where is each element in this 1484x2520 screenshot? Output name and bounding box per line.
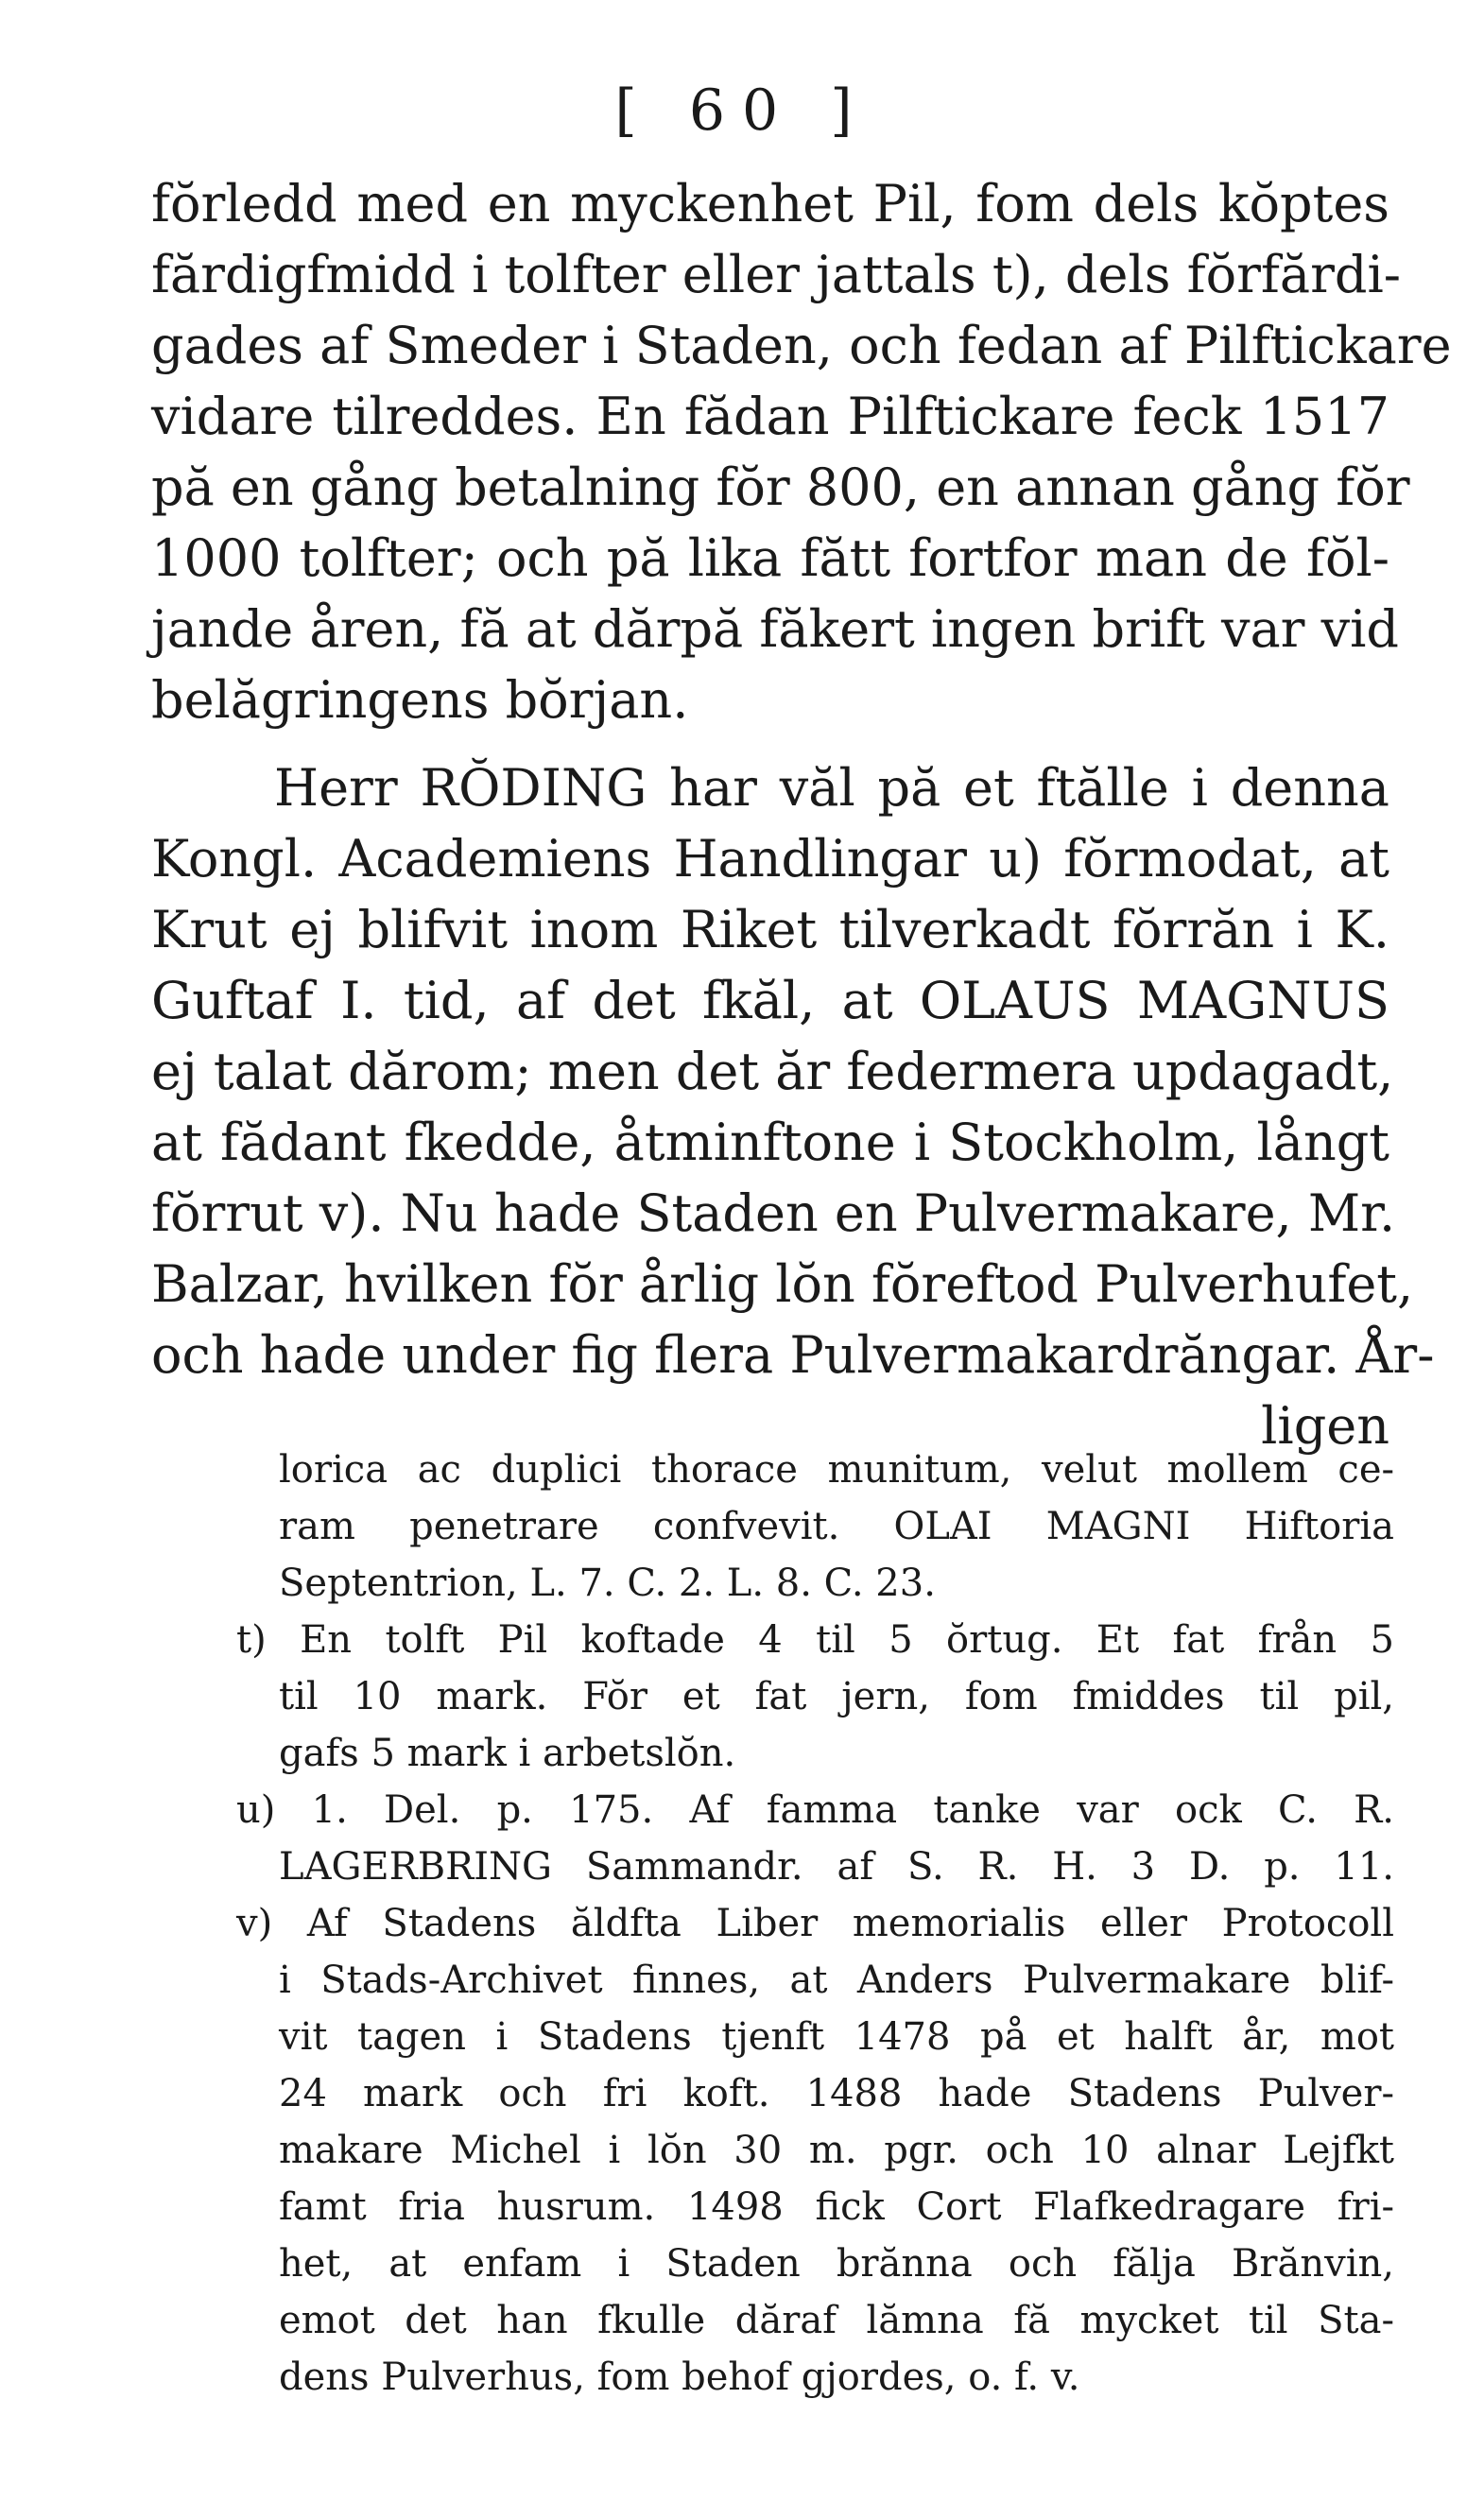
text-line: Balzar, hvilken fŏr årlig lŏn fŏreftod Pulverhufet,	[151, 1254, 1414, 1314]
text-line: fŏrrut v). Nu hade Staden en Pulvermakare, Mr.	[151, 1183, 1396, 1243]
footnote-line: gafs 5 mark i arbetslŏn.	[279, 1732, 736, 1775]
text-line: 1000 tolfter; och pă lika fătt fortfor man de fŏl-	[151, 528, 1389, 588]
page-number-header: [ 60 ]	[614, 78, 870, 144]
footnote-line: famt fria husrum. 1498 fick Cort Flafkedragare fri-	[279, 2185, 1394, 2229]
footnote-line: makare Michel i lŏn 30 m. pgr. och 10 alnar Lejfkt	[279, 2129, 1394, 2172]
footnote-line: emot det han fkulle dăraf lămna fă mycket til Sta-	[279, 2299, 1394, 2342]
text-line: fŏrledd med en myckenhet Pil, fom dels kŏptes	[151, 174, 1389, 233]
footnote-line: ram penetrare confvevit. OLAI MAGNI Hiftoria	[279, 1505, 1394, 1548]
paragraph-gap	[151, 735, 1389, 752]
text-line: Guftaf I. tid, af det fkăl, at OLAUS MAGNUS	[151, 971, 1389, 1030]
text-line: Kongl. Academiens Handlingar u) fŏrmodat, at	[151, 829, 1389, 889]
footnote-line: het, at enfam i Staden brănna och fălja Brănvin,	[279, 2242, 1394, 2286]
footnote-line: Septentrion, L. 7. C. 2. L. 8. C. 23.	[279, 1562, 936, 1605]
footnote-line: vit tagen i Stadens tjenft 1478 på et halft år, mot	[279, 2015, 1394, 2059]
text-line: jande åren, fă at dărpă făkert ingen brift var vid	[151, 599, 1399, 659]
footnote-line: til 10 mark. Fŏr et fat jern, fom fmiddes til pil,	[279, 1675, 1394, 1718]
text-line: belăgringens bŏrjan.	[151, 670, 689, 730]
text-line: Herr RŎDING har văl pă et ftălle i denna	[274, 758, 1389, 818]
text-line: at fădant fkedde, åtminftone i Stockholm, långt	[151, 1113, 1389, 1172]
footnote-line: i Stads-Archivet finnes, at Anders Pulvermakare blif-	[279, 1959, 1394, 2002]
footnote-line: t) En tolft Pil koftade 4 til 5 ŏrtug. Et fat från 5	[236, 1618, 1394, 1662]
text-line: ej talat dărom; men det ăr federmera updagadt,	[151, 1042, 1394, 1101]
footnote-line: u) 1. Del. p. 175. Af famma tanke var ock C. R.	[236, 1788, 1394, 1832]
text-line: fărdigfmidd i tolfter eller jattals t), dels fŏrfărdi-	[151, 245, 1401, 304]
footnote-line: LAGERBRING Sammandr. af S. R. H. 3 D. p. 11.	[279, 1845, 1394, 1889]
footnote-line: lorica ac duplici thorace munitum, velut mollem ce-	[279, 1448, 1394, 1492]
text-line: Krut ej blifvit inom Riket tilverkadt fŏrrăn i K.	[151, 900, 1389, 959]
catchword: ligen	[1261, 1396, 1389, 1456]
text-line: och hade under fig flera Pulvermakardrăngar. År-	[151, 1325, 1435, 1385]
footnote-line: v) Af Stadens ăldfta Liber memorialis eller Protocoll	[236, 1902, 1394, 1945]
main-text-block	[151, 168, 1452, 1461]
text-line: vidare tilreddes. En fădan Pilftickare feck 1517	[151, 387, 1389, 446]
text-line: gades af Smeder i Staden, och fedan af Pilftickare	[151, 316, 1452, 375]
footnote-line: dens Pulverhus, fom behof gjordes, o. f. v.	[279, 2356, 1080, 2399]
text-line: pă en gång betalning fŏr 800, en annan gång fŏr	[151, 457, 1410, 517]
footnotes-block	[236, 1441, 1394, 2406]
footnote-line: 24 mark och fri koft. 1488 hade Stadens Pulver-	[279, 2072, 1394, 2115]
